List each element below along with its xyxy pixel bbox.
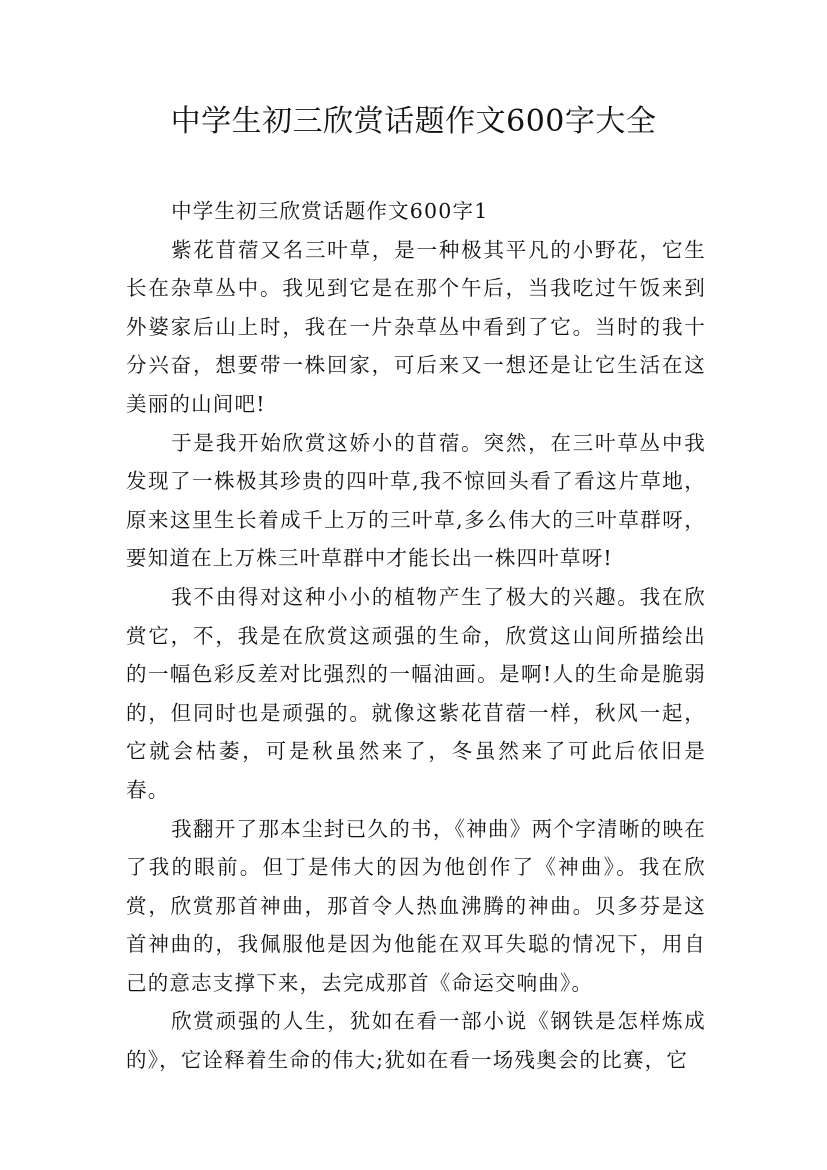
document-body	[126, 192, 706, 1080]
subtitle-paragraph: 中学生初三欣赏话题作文600字1	[171, 199, 489, 223]
body-paragraph: 紫花苜蓿又名三叶草，是一种极其平凡的小野花，它生长在杂草丛中。我见到它是在那个午后，当我吃过午饭来到外婆家后山上时，我在一片杂草丛中看到了它。当时的我十分兴奋，想要带一株回家，可后来又一想还是让它生活在这美丽的山间吧!	[126, 237, 706, 416]
document-title: 中学生初三欣赏话题作文600字大全	[170, 104, 657, 139]
body-paragraph: 于是我开始欣赏这娇小的苜蓿。突然，在三叶草丛中我发现了一株极其珍贵的四叶草,我不惊回头看了看这片草地，原来这里生长着成千上万的三叶草,多么伟大的三叶草群呀，要知道在上万株三叶草群中才能长出一株四叶草呀!	[126, 430, 706, 571]
body-paragraph: 欣赏顽强的人生，犹如在看一部小说《钢铁是怎样炼成的》，它诠释着生命的伟大;犹如在看一场残奥会的比赛，它	[126, 1009, 706, 1073]
body-paragraph: 我不由得对这种小小的植物产生了极大的兴趣。我在欣赏它，不，我是在欣赏这顽强的生命，欣赏这山间所描绘出的一幅色彩反差对比强烈的一幅油画。是啊!人的生命是脆弱的，但同时也是顽强的。就像这紫花苜蓿一样，秋风一起，它就会枯萎，可是秋虽然来了，冬虽然来了可此后依旧是春。	[126, 584, 706, 802]
body-paragraph: 我翻开了那本尘封已久的书，《神曲》两个字清晰的映在了我的眼前。但丁是伟大的因为他创作了《神曲》。我在欣赏，欣赏那首神曲，那首令人热血沸腾的神曲。贝多芬是这首神曲的，我佩服他是因为他能在双耳失聪的情况下，用自己的意志支撑下来，去完成那首《命运交响曲》。	[126, 816, 706, 995]
